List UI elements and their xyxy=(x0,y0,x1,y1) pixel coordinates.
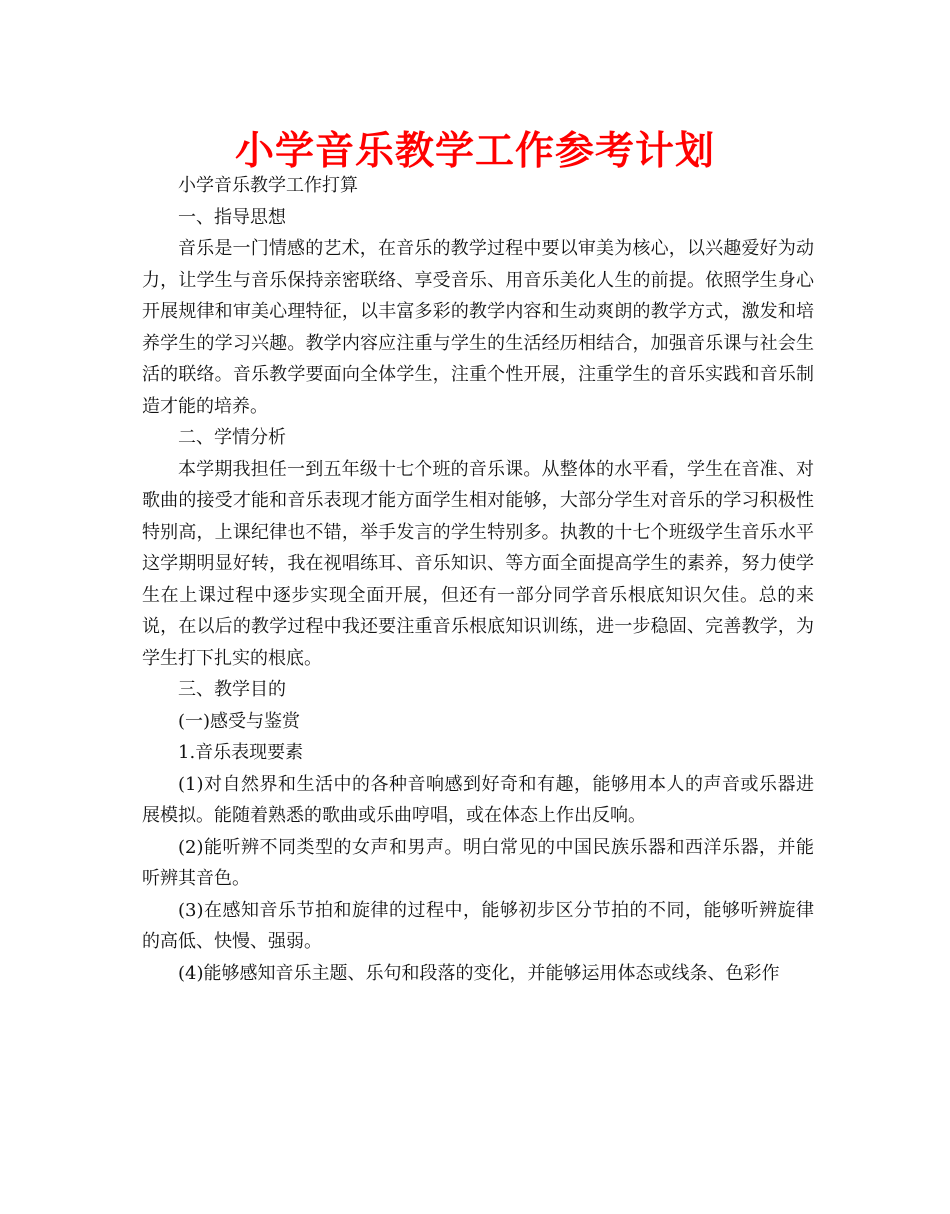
section-heading: 二、学情分析 xyxy=(178,427,286,448)
list-item: (2)能听辨不同类型的女声和男声。明白常见的中国民族乐器和西洋乐器，并能听辨其音色。 xyxy=(142,836,814,889)
document-body xyxy=(142,170,814,989)
subsection-heading: 1.音乐表现要素 xyxy=(178,742,304,763)
body-paragraph: 音乐是一门情感的艺术，在音乐的教学过程中要以审美为核心，以兴趣爱好为动力，让学生与音乐保持亲密联络、享受音乐、用音乐美化人生的前提。依照学生身心开展规律和审美心理特征，以丰富多彩的教学内容和生动爽朗的教学方式，激发和培养学生的学习兴趣。教学内容应注重与学生的生活经历相结合，加强音乐课与社会生活的联络。音乐教学要面向全体学生，注重个性开展，注重学生的音乐实践和音乐制造才能的培养。 xyxy=(142,238,814,417)
section-heading: 一、指导思想 xyxy=(178,206,286,228)
subtitle-paragraph: 小学音乐教学工作打算 xyxy=(178,175,358,196)
subsection-heading: (一)感受与鉴赏 xyxy=(178,710,301,732)
list-item: (3)在感知音乐节拍和旋律的过程中，能够初步区分节拍的不同，能够听辨旋律的高低、快慢、强弱。 xyxy=(142,899,814,952)
body-paragraph: 本学期我担任一到五年级十七个班的音乐课。从整体的水平看，学生在音准、对歌曲的接受才能和音乐表现才能方面学生相对能够，大部分学生对音乐的学习积极性特别高，上课纪律也不错，举手发言的学生特别多。执教的十七个班级学生音乐水平这学期明显好转，我在视唱练耳、音乐知识、等方面全面提高学生的素养，努力使学生在上课过程中逐步实现全面开展，但还有一部分同学音乐根底知识欠佳。总的来说，在以后的教学过程中我还要注重音乐根底知识训练，进一步稳固、完善教学，为学生打下扎实的根底。 xyxy=(142,458,814,669)
document-title: 小学音乐教学工作参考计划 xyxy=(234,129,715,174)
list-item: (4)能够感知音乐主题、乐句和段落的变化，并能够运用体态或线条、色彩作 xyxy=(178,962,780,984)
list-item: (1)对自然界和生活中的各种音响感到好奇和有趣，能够用本人的声音或乐器进展模拟。能随着熟悉的歌曲或乐曲哼唱，或在体态上作出反响。 xyxy=(142,773,814,826)
section-heading: 三、教学目的 xyxy=(178,679,286,700)
